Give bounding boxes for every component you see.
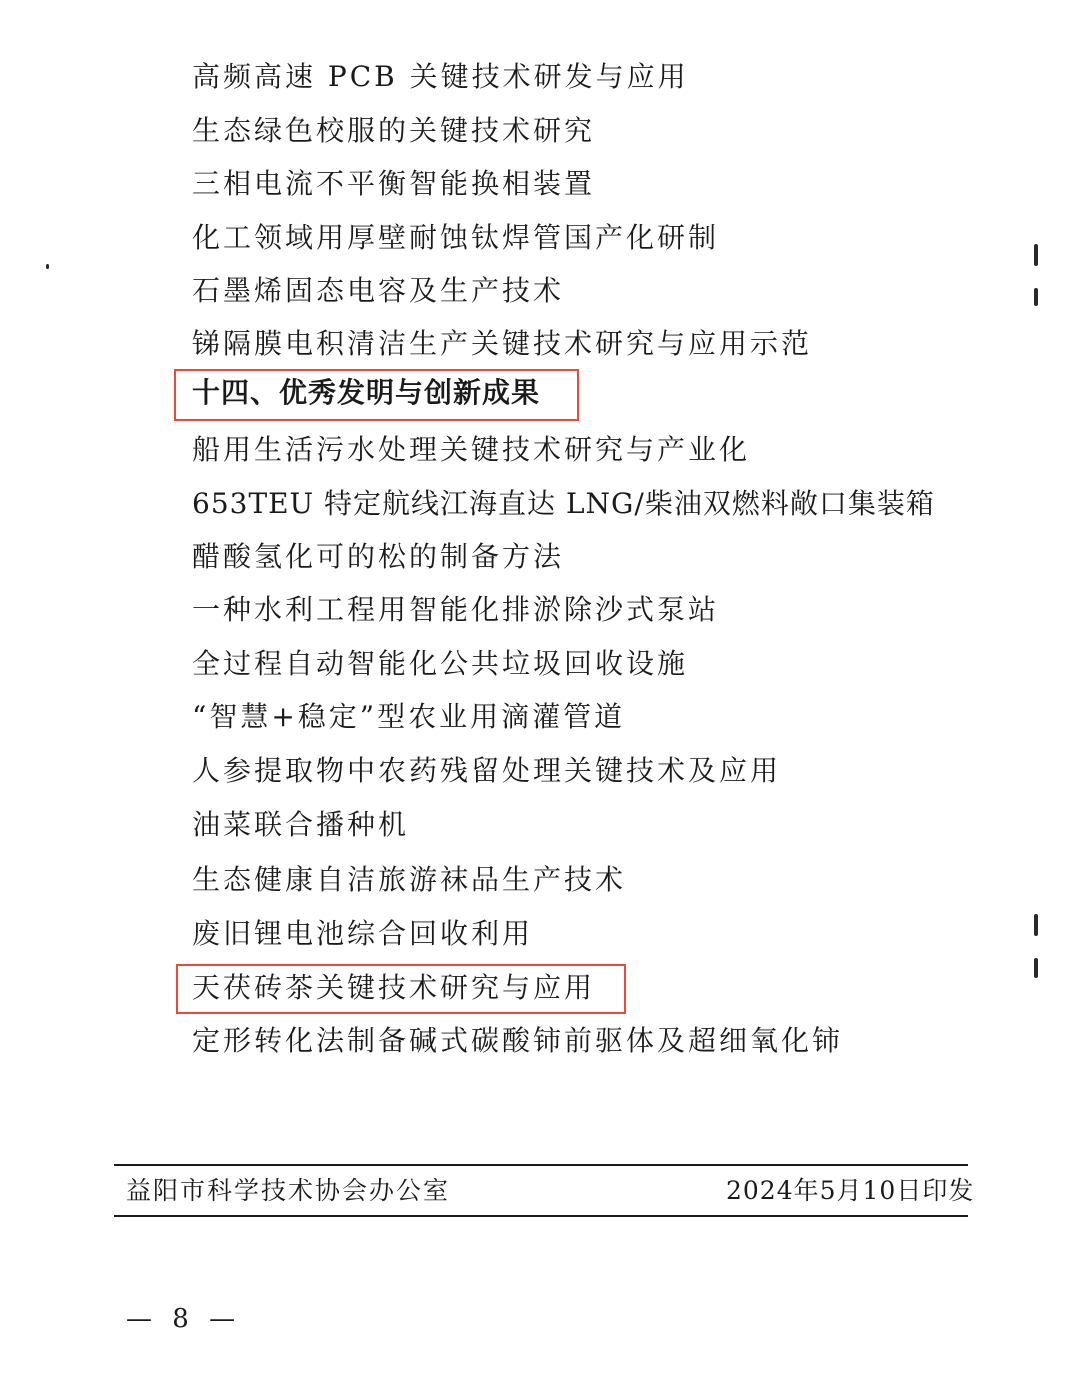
- list-item: 锑隔膜电积清洁生产关键技术研究与应用示范: [192, 327, 813, 360]
- footer-issuer: 益阳市科学技术协会办公室: [126, 1176, 451, 1205]
- scan-mark: [1034, 914, 1038, 936]
- list-item: 653TEU 特定航线江海直达 LNG/柴油双燃料敞口集装箱: [192, 487, 935, 520]
- section-heading: 十四、优秀发明与创新成果: [192, 376, 541, 409]
- list-item: “智慧+稳定”型农业用滴灌管道: [192, 700, 626, 733]
- list-item: 全过程自动智能化公共垃圾回收设施: [192, 647, 689, 680]
- scan-mark: [46, 264, 49, 269]
- list-item: 人参提取物中农药残留处理关键技术及应用: [192, 754, 782, 787]
- list-item: 石墨烯固态电容及生产技术: [192, 274, 565, 307]
- list-item: 化工领域用厚壁耐蚀钛焊管国产化研制: [192, 221, 720, 254]
- list-item: 高频高速 PCB 关键技术研发与应用: [192, 60, 689, 93]
- list-item: 三相电流不平衡智能换相装置: [192, 167, 596, 200]
- list-item: 一种水利工程用智能化排淤除沙式泵站: [192, 593, 720, 626]
- highlighted-list-item: 天茯砖茶关键技术研究与应用: [192, 971, 596, 1004]
- scan-mark: [1034, 288, 1038, 306]
- list-item: 油菜联合播种机: [192, 808, 410, 841]
- list-item: 生态绿色校服的关键技术研究: [192, 114, 596, 147]
- footer-date: 2024年5月10日印发: [726, 1176, 975, 1205]
- list-item: 定形转化法制备碱式碳酸铈前驱体及超细氧化铈: [192, 1024, 844, 1057]
- page-number: — 8 —: [126, 1304, 242, 1334]
- footer-bottom-rule: [114, 1215, 968, 1217]
- footer-top-rule: [114, 1164, 968, 1166]
- scan-mark: [1034, 244, 1038, 266]
- scan-mark: [1034, 958, 1038, 978]
- list-item: 船用生活污水处理关键技术研究与产业化: [192, 433, 751, 466]
- list-item: 醋酸氢化可的松的制备方法: [192, 540, 565, 573]
- list-item: 生态健康自洁旅游袜品生产技术: [192, 863, 627, 896]
- list-item: 废旧锂电池综合回收利用: [192, 917, 534, 950]
